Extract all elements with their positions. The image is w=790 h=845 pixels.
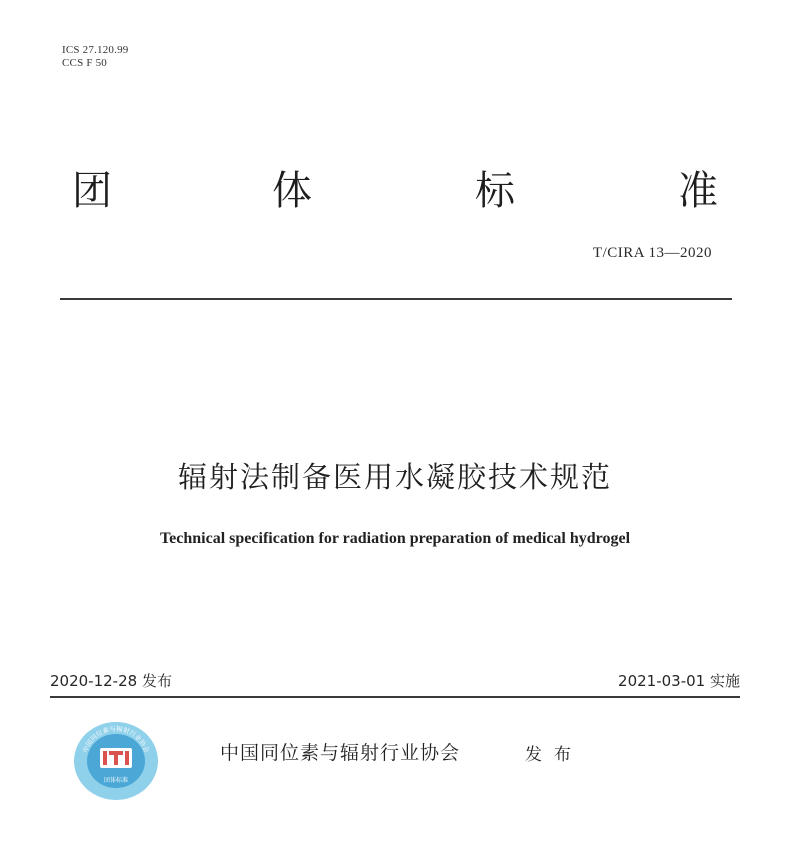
title-english: Technical specification for radiation preparation of medical hydrogel xyxy=(159,530,631,547)
doc-type-char-2: 体 xyxy=(272,167,312,214)
association-logo xyxy=(72,720,160,802)
doc-type-char-1: 团 xyxy=(72,167,112,214)
logo-bottom-text: 团体标准 xyxy=(103,777,129,784)
publish-label: 发布 xyxy=(525,745,583,765)
logo-mark-bar-1 xyxy=(103,751,107,765)
logo-ring-text: 中国同位素与辐射行业协会 xyxy=(81,724,151,754)
logo-mark-bar-2 xyxy=(109,751,123,755)
logo-mark-bar-4 xyxy=(125,751,129,765)
publisher-name: 中国同位素与辐射行业协会 xyxy=(220,742,461,764)
standard-number: T/CIRA 13—2020 xyxy=(592,245,712,261)
ccs-code: CCS F 50 xyxy=(62,57,108,69)
top-divider xyxy=(60,298,732,300)
doc-type-char-3: 标 xyxy=(475,167,515,214)
logo-mark-bar-3 xyxy=(114,755,118,765)
ics-code: ICS 27.120.99 xyxy=(62,44,129,56)
implement-date: 2021-03-01 实施 xyxy=(618,672,740,690)
bottom-divider xyxy=(50,696,740,698)
issue-date: 2020-12-28 发布 xyxy=(50,672,172,690)
doc-type-char-4: 准 xyxy=(678,167,718,214)
title-chinese: 辐射法制备医用水凝胶技术规范 xyxy=(177,460,612,494)
